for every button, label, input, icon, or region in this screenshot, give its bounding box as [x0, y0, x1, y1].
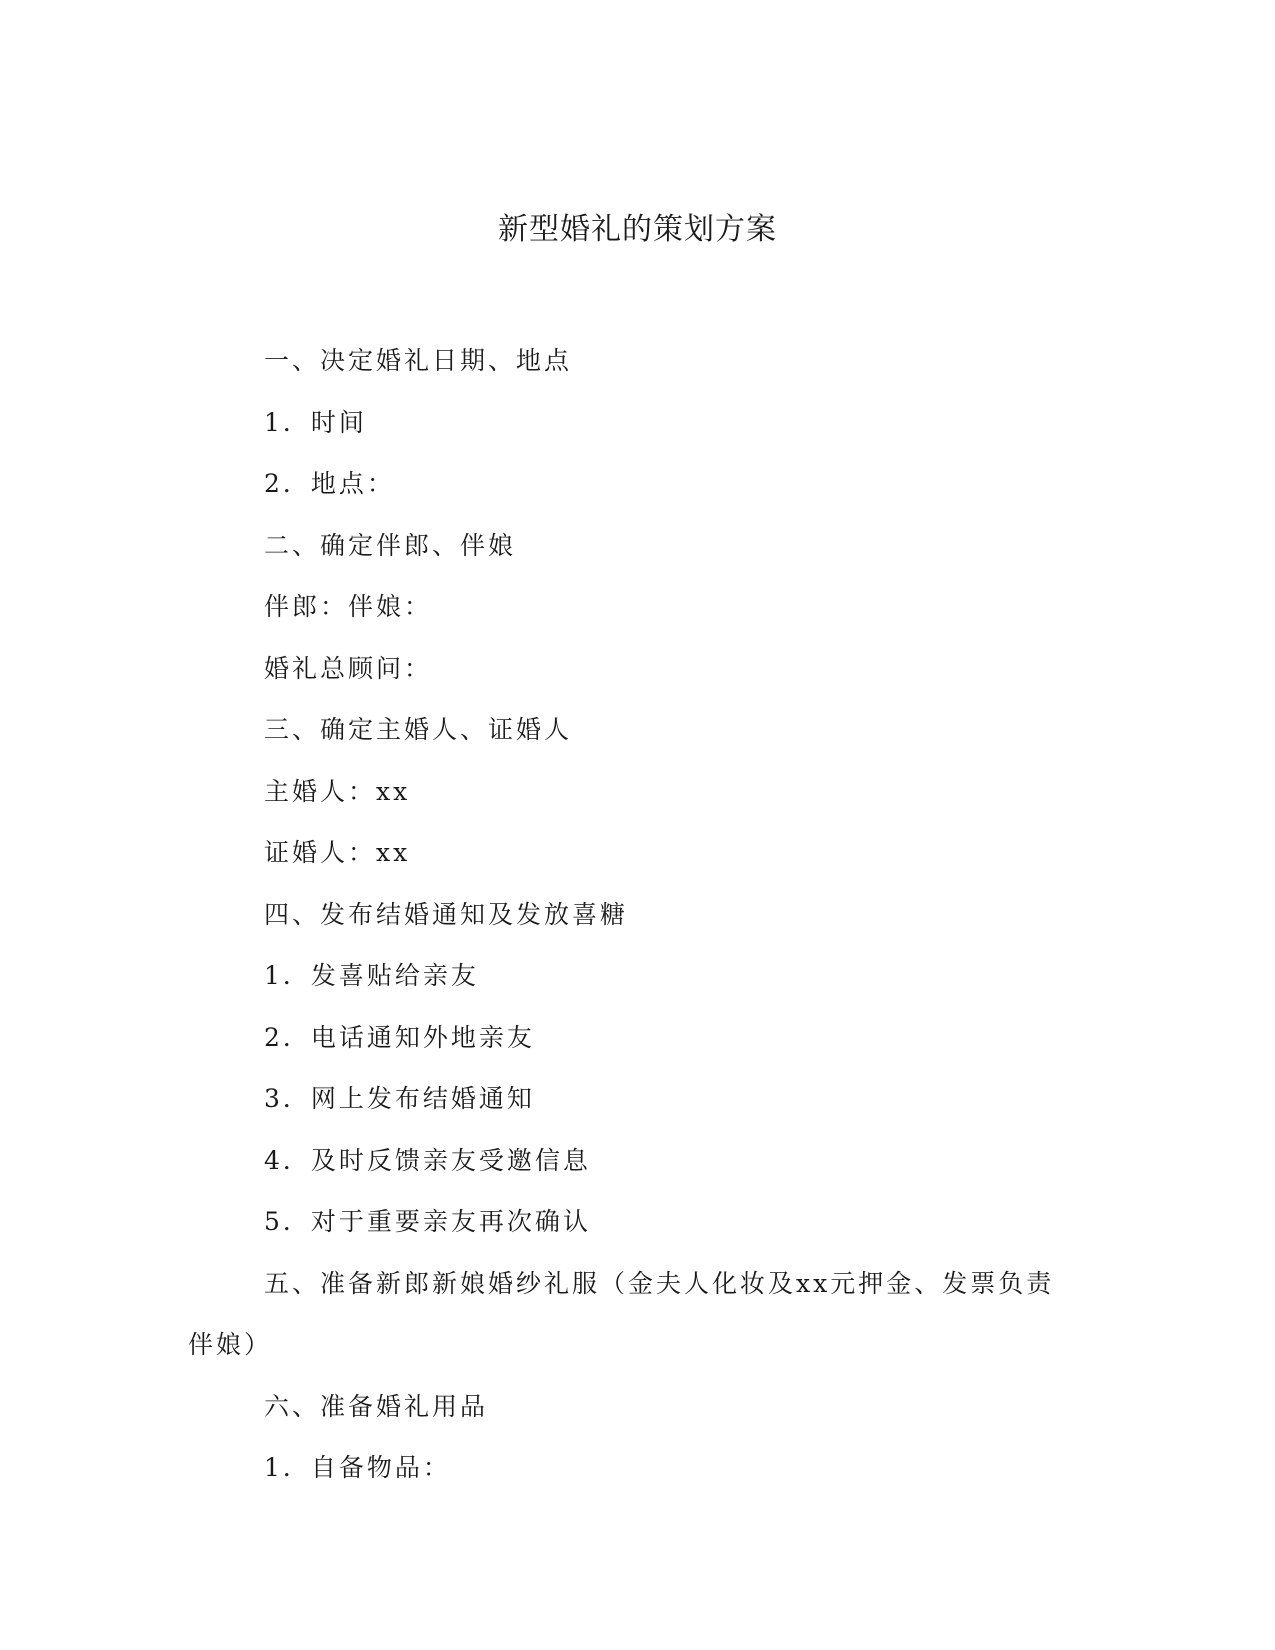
section-heading-notice-candy: 四、发布结婚通知及发放喜糖 [264, 899, 629, 929]
field-groomsman-bridesmaid: 伴郎：伴娘： [264, 592, 433, 621]
field-officiant: 主婚人：xx [264, 776, 411, 806]
field-witness: 证婚人：xx [264, 838, 411, 867]
section-heading-supplies: 六、准备婚礼用品 [264, 1391, 489, 1421]
list-item-time: 1．时间 [264, 407, 367, 437]
section-heading-officiant-witness: 三、确定主婚人、证婚人 [264, 715, 573, 744]
list-item-venue: 2．地点： [264, 469, 395, 498]
section-heading-attire: 五、准备新郎新娘婚纱礼服（金夫人化妆及xx元押金、发票负责伴娘） [188, 1268, 1055, 1359]
document-title: 新型婚礼的策划方案 [498, 212, 777, 247]
list-item-own-items: 1．自备物品： [264, 1453, 451, 1482]
document-body [188, 330, 1068, 1499]
list-item-online-notice: 3．网上发布结婚通知 [264, 1084, 535, 1113]
section-heading-date-venue: 一、决定婚礼日期、地点 [264, 346, 573, 375]
list-item-feedback: 4．及时反馈亲友受邀信息 [264, 1145, 591, 1175]
list-item-phone-notice: 2．电话通知外地亲友 [264, 1022, 535, 1052]
field-wedding-consultant: 婚礼总顾问： [264, 653, 433, 683]
list-item-invitations: 1．发喜贴给亲友 [264, 961, 479, 990]
list-item-reconfirm: 5．对于重要亲友再次确认 [264, 1207, 591, 1236]
section-heading-groomsman-bridesmaid: 二、确定伴郎、伴娘 [264, 530, 517, 560]
